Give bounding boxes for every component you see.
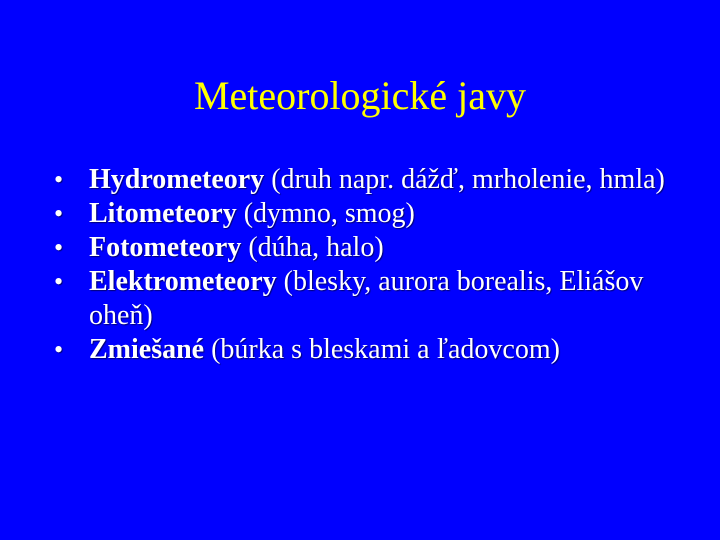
bullet-item-litometeory [0,197,720,231]
bullet-item-fotometeory [0,231,720,265]
bullet-detail: (druh napr. dážď, mrholenie, hmla) [264,164,665,195]
bullet-list [0,163,720,367]
bullet-detail: (búrka s bleskami a ľadovcom) [204,334,560,365]
bullet-term: Fotometeory [89,232,242,263]
bullet-detail: (dúha, halo) [241,232,384,263]
bullet-term: Hydrometeory [89,164,265,195]
bullet-icon: • [54,233,64,262]
bullet-item-elektrometeory [0,265,720,333]
bullet-term: Elektrometeory [89,266,277,297]
bullet-icon: • [54,165,64,194]
bullet-term: Litometeory [89,198,237,229]
bullet-detail: (blesky, aurora borealis, Eliášov oheň) [89,266,644,331]
bullet-term: Zmiešané [89,334,205,365]
bullet-item-zmiesane [0,333,720,367]
bullet-icon: • [54,199,64,228]
bullet-icon: • [54,335,64,364]
bullet-item-hydrometeory [0,163,720,197]
bullet-icon: • [54,267,64,296]
slide-title: Meteorologické javy [193,73,527,118]
bullet-detail: (dymno, smog) [236,198,415,229]
